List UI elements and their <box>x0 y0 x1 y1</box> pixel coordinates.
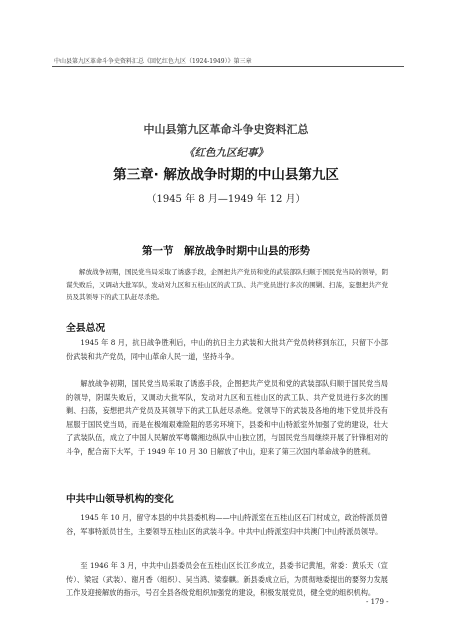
body-paragraph: 至 1946 年 3 月，中共中山县委员会在五桂山区长江乡成立，县委书记黄旭，常委：黄乐天（宣传）、梁冠（武装）、谢月香（组织）、吴当鸿、梁泰麒。新县委成立后，为贯彻地委提出的要努力发展工作及迎接解放的指示，号召全县各级党组织加强党的建设，积极发展党员，健全党的组织机构。 <box>66 561 388 598</box>
running-header: 中山县第九区革命斗争史资料汇总《回忆红色九区（1924-1949）》第三章 <box>54 58 252 65</box>
body-paragraph: 解放战争初期，国民党当局采取了诱惑手段，企图把共产党员和党的武装部队归顺于国民党当局的领导，阴谋失败后，又调动大批军队，发动对九区和五桂山区的武工队、共产党员进行多次的围剿、扫荡，妄想把共产党员及其领导下的武工队赶尽杀绝。党领导下的武装及各地的地下党员并没有屈服于国民党当局，而是在极端艰难险阻的恶劣环境下，县委和中山特派室外加强了党的建设，壮大了武装队伍，成立了中国人民解放军粤赣湘边纵队中山独立团，与国民党当局继续开展了针锋相对的斗争，配合南下大军，于 1949 年 10 月 30 日解放了中山，迎来了第三次国内革命战争的胜利。 <box>66 379 388 456</box>
section-intro-paragraph: 解放战争初期，国民党当局采取了诱惑手段，企图把共产党员和党的武装部队归顺于国民党当局的领导，阴谋失败后，又调动大批军队，发动对九区和五桂山区的武工队、共产党员进行多次的围剿、扫荡，妄想把共产党员及其领导下的武工队赶尽杀绝。 <box>66 268 388 302</box>
body-paragraph: 1945 年 10 月，留守本县的中共县委机构——中山特派室在五桂山区石门村成立，政治特派员曾谷，军事特派员甘生，主要领导五桂山区的武装斗争。中共中山特派室归中共澳门中山特派员领导。 <box>66 513 388 536</box>
series-title: 中山县第九区革命斗争史资料汇总 <box>143 123 309 136</box>
subsection-heading-overview: 全县总况 <box>66 323 106 334</box>
page-number: - 179 - <box>366 598 389 606</box>
body-paragraph: 1945 年 8 月，抗日战争胜利后，中山的抗日主力武装和大批共产党员转移到东江，只留下小部份武装和共产党员，同中山革命人民一道，坚持斗争。 <box>66 338 388 361</box>
chapter-date-range: （1945 年 8 月—1949 年 12 月） <box>146 194 306 205</box>
section-title: 第一节 解放战争时期中山县的形势 <box>142 245 310 257</box>
book-title: 《红色九区纪事》 <box>184 147 268 159</box>
subsection-heading-leadership: 中共中山领导机构的变化 <box>66 494 174 505</box>
header-rule <box>52 66 404 67</box>
chapter-title: 第三章· 解放战争时期的中山县第九区 <box>113 167 339 183</box>
